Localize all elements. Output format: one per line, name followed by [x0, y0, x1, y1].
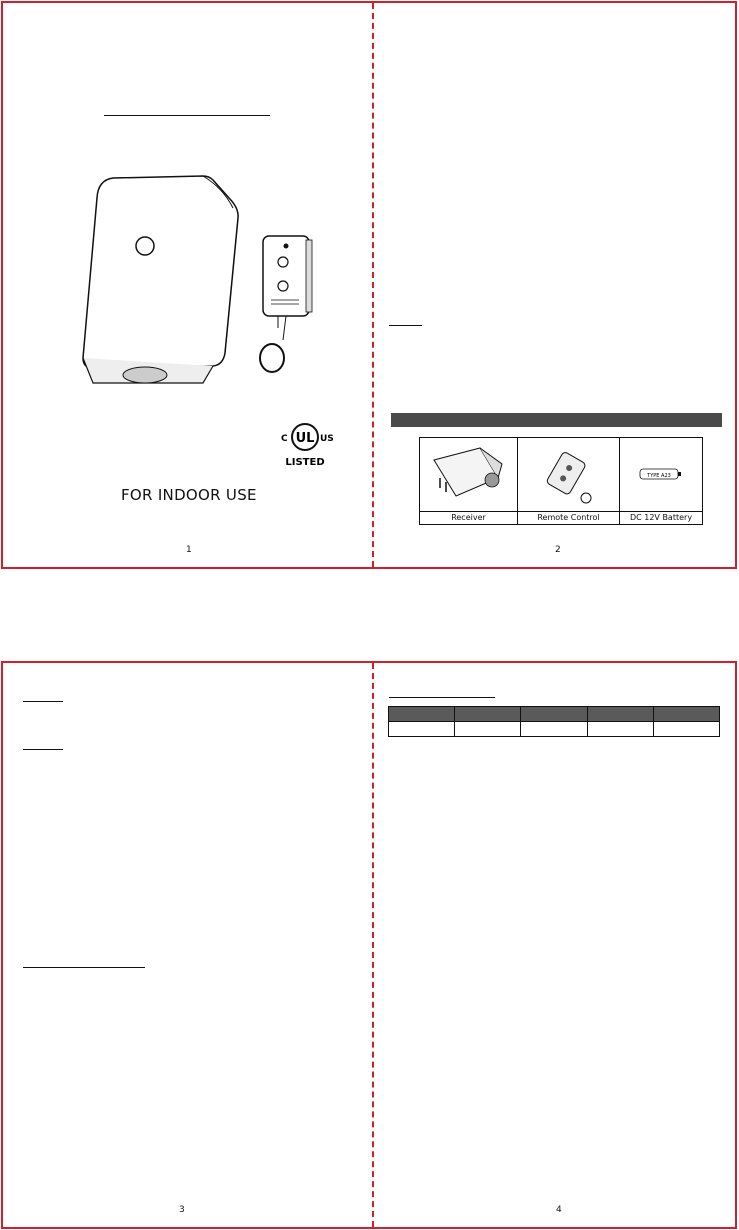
keyfob-remote-icon: [518, 438, 620, 512]
table-cell: [389, 722, 455, 737]
svg-text:C: C: [281, 434, 288, 444]
product-illustration: [53, 168, 333, 393]
battery-icon: [620, 438, 702, 512]
table-cell: [521, 722, 587, 737]
section-header-bar: [391, 413, 722, 427]
ul-listed-logo: [275, 419, 335, 471]
svg-text:TYPE A23: TYPE A23: [647, 473, 671, 479]
table-cell: [455, 707, 521, 722]
table-cell: [521, 707, 587, 722]
bottom-sheet: [1, 661, 737, 1229]
title-underline: [104, 115, 270, 116]
top-sheet: [1, 1, 737, 569]
svg-text:LISTED: LISTED: [285, 457, 325, 468]
specification-table: [388, 706, 720, 737]
receiver-plug-icon: [420, 438, 518, 512]
page-number-3: 3: [179, 1205, 185, 1215]
table-header-row: [389, 707, 720, 722]
table-cell: [653, 722, 719, 737]
page-number-1: 1: [186, 545, 192, 555]
heading-underline-p3-c: [23, 967, 145, 968]
table-cell: [455, 722, 521, 737]
contents-label-remote: Remote Control: [518, 511, 619, 524]
contents-cell-remote: [518, 438, 620, 524]
table-row: [389, 722, 720, 737]
heading-underline-p2: [389, 325, 422, 326]
indoor-use-label: FOR INDOOR USE: [121, 486, 257, 504]
contents-label-receiver: Receiver: [420, 511, 517, 524]
contents-label-battery: DC 12V Battery: [620, 511, 702, 524]
contents-cell-battery: [620, 438, 702, 524]
heading-underline-p4: [389, 697, 495, 698]
table-cell: [653, 707, 719, 722]
fold-line: [372, 663, 374, 1227]
page-number-4: 4: [556, 1205, 562, 1215]
package-contents-table: [419, 437, 703, 525]
svg-text:US: US: [320, 434, 334, 444]
contents-cell-receiver: [420, 438, 518, 524]
page-number-2: 2: [555, 545, 561, 555]
table-cell: [587, 722, 653, 737]
table-cell: [587, 707, 653, 722]
table-cell: [389, 707, 455, 722]
fold-line: [372, 3, 374, 567]
heading-underline-p3-a: [23, 701, 63, 702]
svg-text:UL: UL: [295, 431, 315, 446]
heading-underline-p3-b: [23, 749, 63, 750]
